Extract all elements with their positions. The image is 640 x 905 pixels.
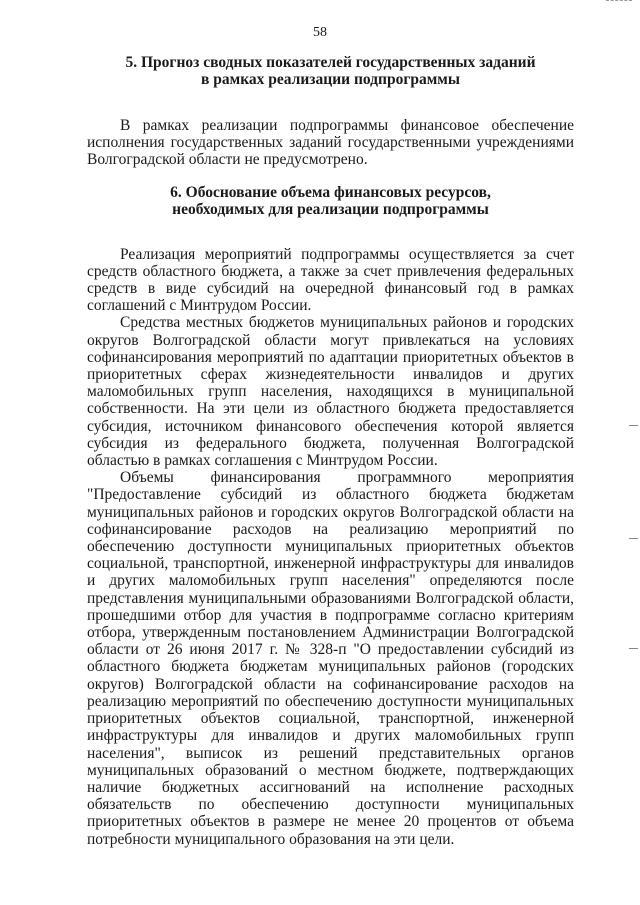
margin-tick-mark (629, 425, 638, 426)
section-6-paragraph-3: Объемы финансирования программного мероприятия "Предоставление субсидий из областного бюджета бюджетам муниципальных районов и городских округов Волгоградской области на софинансирование расходов на реализацию мероприятий по обеспечению доступности муниципальных приоритетных объектов социальной, транспортной, инженерной инфраструктуры для инвалидов и других маломобильных групп населения" определяются после представления муниципальными образованиями Волгоградской области, прошедшими отбор для участия в подпрограмме согласно критериям отбора, утвержденным постановлением Администрации Волгоградской области от 26 июня 2017 г. № 328-п "О предоставлении субсидий из областного бюджета бюджетам муниципальных районов (городских округов) Волгоградской области на софинансирование расходов на реализацию мероприятий по обеспечению доступности муниципальных приоритетных объектов социальной, транспортной, инженерной инфраструктуры для инвалидов и других маломобильных групп населения", выписок из решений представительных органов муниципальных образований о местном бюджете, подтверждающих наличие бюджетных ассигнований на исполнение расходных обязательств по обеспечению доступности муниципальных приоритетных объектов в размере не менее 20 процентов от объема потребности муниципального образования на эти цели. (87, 469, 574, 848)
page-number: 58 (313, 25, 327, 40)
section-6-heading-line2: необходимых для реализации подпрограммы (172, 200, 489, 218)
section-6-heading (87, 184, 574, 218)
section-5-body (87, 117, 574, 169)
margin-tick-mark (629, 648, 638, 649)
section-6-paragraph-1: Реализация мероприятий подпрограммы осуществляется за счет средств областного бюджета, а также за счет привлечения федеральных средств в виде субсидий на очередной финансовый год в рамках соглашений с Минтрудом России. (87, 245, 574, 315)
margin-tick-mark (629, 538, 638, 539)
document-body (87, 54, 574, 848)
section-5-heading (87, 54, 574, 88)
section-6-paragraph-2: Средства местных бюджетов муниципальных районов и городских округов Волгоградской области могут привлекаться на условиях софинансирования мероприятий по адаптации приоритетных объектов в приоритетных сферах жизнедеятельности инвалидов и других маломобильных групп населения, находящихся в муниципальной собственности. На эти цели из областного бюджета предоставляется субсидия, источником финансового обеспечения которой является субсидия из федерального бюджета, полученная Волгоградской областью в рамках соглашения с Минтрудом России. (87, 314, 574, 470)
scan-corner-mark (606, 0, 632, 3)
section-6-heading-line1: 6. Обоснование объема финансовых ресурсов, (170, 183, 491, 201)
section-5-heading-line2: в рамках реализации подпрограммы (201, 71, 460, 88)
section-5-paragraph-1: В рамках реализации подпрограммы финансовое обеспечение исполнения государственных заданий государственными учреждениями Волгоградской области не предусмотрено. (87, 117, 574, 169)
section-5-heading-line1: 5. Прогноз сводных показателей государственных заданий (125, 54, 536, 71)
section-6-body (87, 246, 574, 848)
